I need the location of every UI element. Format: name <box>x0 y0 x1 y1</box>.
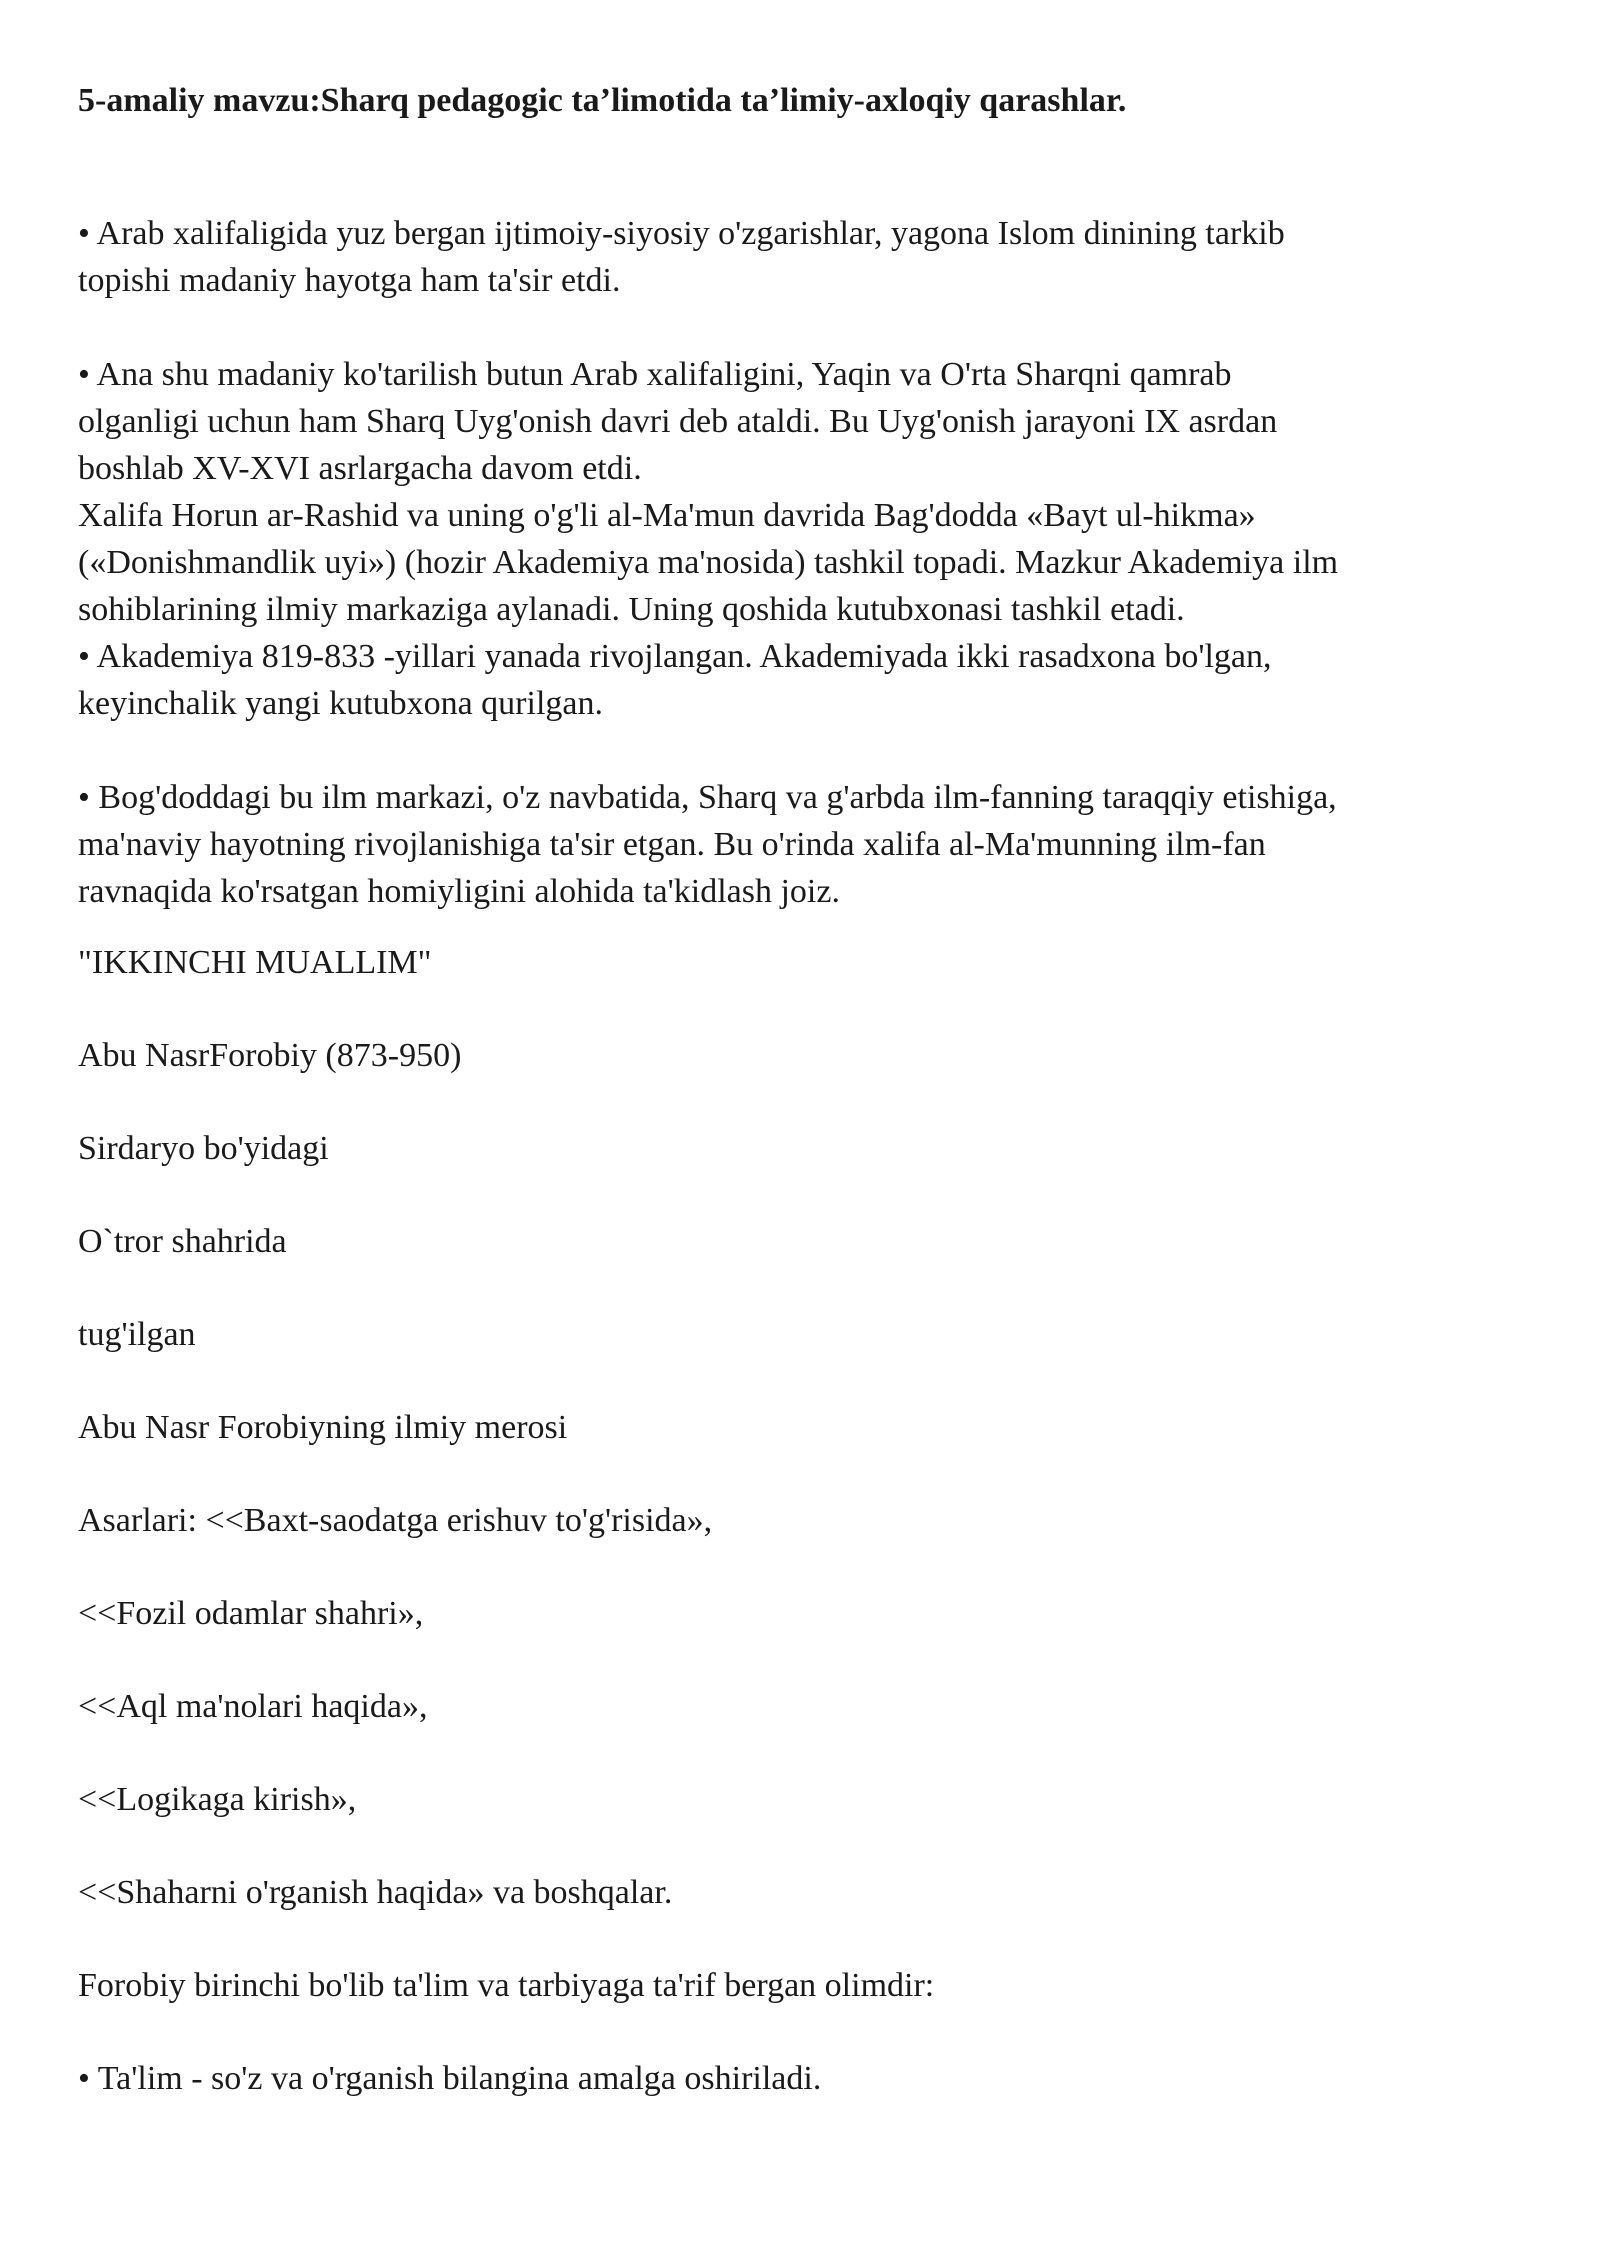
works-list-item: <<Shaharni o'rganish haqida» va boshqalar. <box>78 1874 673 1911</box>
text-line: • Ana shu madaniy ko'tarilish butun Arab xalifaligini, Yaqin va O'rta Sharqni qamrab <box>78 356 1232 393</box>
text-line: O`tror shahrida <box>78 1223 287 1260</box>
paragraph-3 <box>78 774 1538 915</box>
text-line: («Donishmandlik uyi») (hozir Akademiya ma'nosida) tashkil topadi. Mazkur Akademiya ilm <box>78 544 1339 581</box>
paragraph-2 <box>78 351 1538 727</box>
definition-intro: Forobiy birinchi bo'lib ta'lim va tarbiyaga ta'rif bergan olimdir: <box>78 1967 935 2004</box>
text-line: Xalifa Horun ar-Rashid va uning o'g'li al-Ma'mun davrida Bag'dodda «Bayt ul-hikma» <box>78 497 1256 534</box>
text-line: • Akademiya 819-833 -yillari yanada rivojlangan. Akademiyada ikki rasadxona bo'lgan, <box>78 638 1272 675</box>
works-list-item: <<Aql ma'nolari haqida», <box>78 1688 428 1725</box>
section-heading-ikkinchi-muallim: "IKKINCHI MUALLIM" <box>78 944 432 981</box>
subheading-ilmiy-merosi: Abu Nasr Forobiyning ilmiy merosi <box>78 1409 568 1446</box>
definition-bullet: • Ta'lim - so'z va o'rganish bilangina amalga oshiriladi. <box>78 2060 822 2097</box>
text-line: sohiblarining ilmiy markaziga aylanadi. Uning qoshida kutubxonasi tashkil etadi. <box>78 591 1185 628</box>
works-list-intro: Asarlari: <<Baxt-saodatga erishuv to'g'risida», <box>78 1502 713 1539</box>
text-line: tug'ilgan <box>78 1316 196 1353</box>
document-title: 5-amaliy mavzu:Sharq pedagogic ta’limotida ta’limiy-axloqiy qarashlar. <box>78 82 1127 119</box>
text-line: olganligi uchun ham Sharq Uyg'onish davri deb ataldi. Bu Uyg'onish jarayoni IX asrdan <box>78 403 1278 440</box>
text-line: • Arab xalifaligida yuz bergan ijtimoiy-siyosiy o'zgarishlar, yagona Islom dinining tarkib <box>78 215 1285 252</box>
text-line: • Bog'doddagi bu ilm markazi, o'z navbatida, Sharq va g'arbda ilm-fanning taraqqiy etishiga, <box>78 779 1337 816</box>
author-name-line: Abu NasrForobiy (873-950) <box>78 1037 462 1074</box>
works-list-item: <<Fozil odamlar shahri», <box>78 1595 424 1632</box>
text-line: ravnaqida ko'rsatgan homiyligini alohida ta'kidlash joiz. <box>78 873 840 910</box>
paragraph-1 <box>78 210 1538 304</box>
text-line: Sirdaryo bo'yidagi <box>78 1130 329 1167</box>
text-line: boshlab XV-XVI asrlargacha davom etdi. <box>78 450 642 487</box>
works-list-item: <<Logikaga kirish», <box>78 1781 357 1818</box>
text-line: topishi madaniy hayotga ham ta'sir etdi. <box>78 262 621 299</box>
text-line: ma'naviy hayotning rivojlanishiga ta'sir etgan. Bu o'rinda xalifa al-Ma'munning ilm-fan <box>78 826 1266 863</box>
document-page <box>78 78 1538 2102</box>
text-line: keyinchalik yangi kutubxona qurilgan. <box>78 685 603 722</box>
